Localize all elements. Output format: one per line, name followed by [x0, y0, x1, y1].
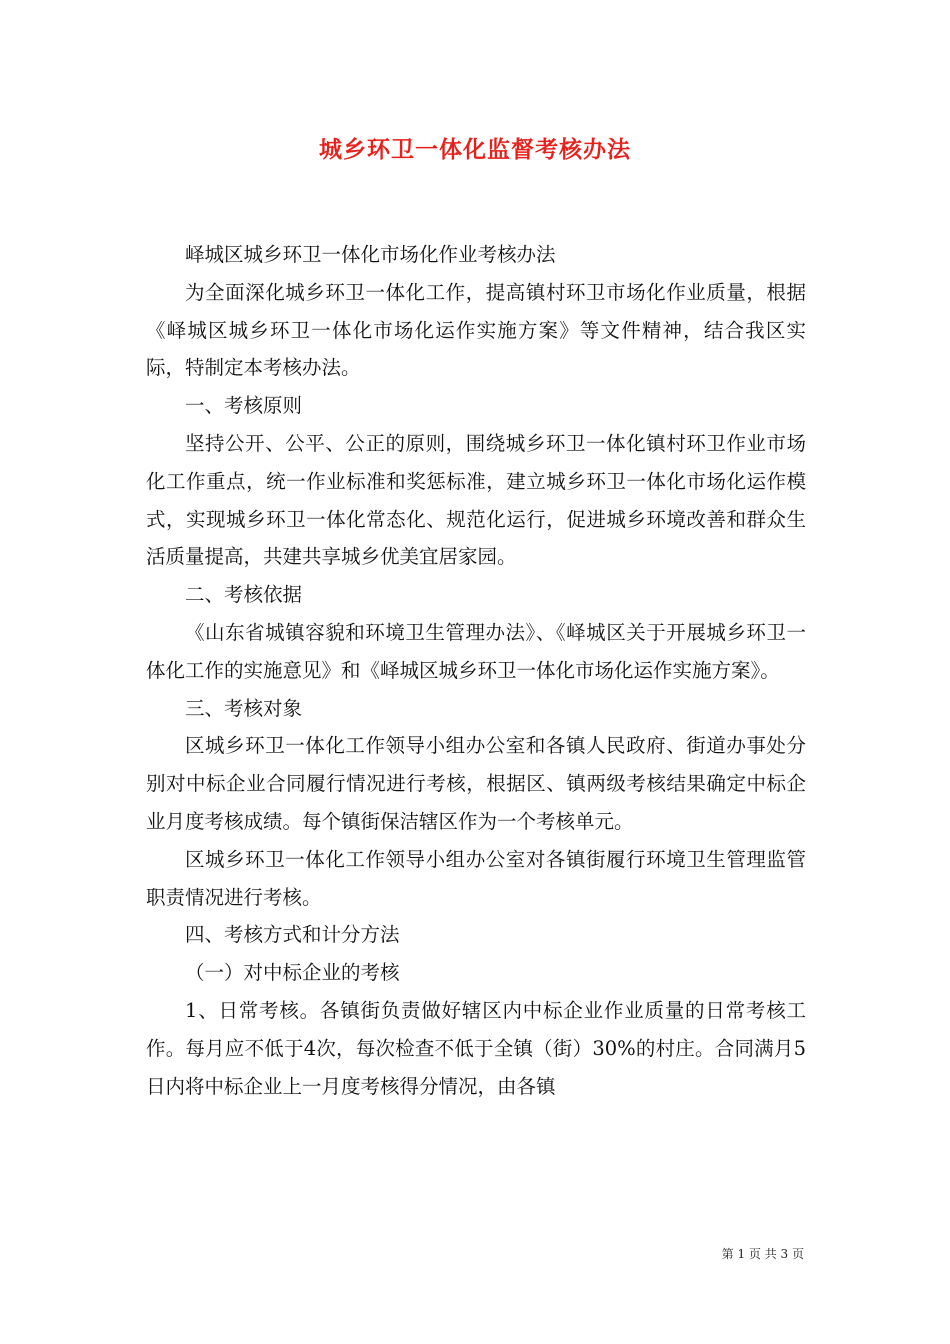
section-heading-principles: 一、考核原则: [185, 394, 303, 418]
section-heading-basis: 二、考核依据: [185, 583, 303, 607]
intro-paragraph: 为全面深化城乡环卫一体化工作，提高镇村环卫市场化作业质量，根据《峄城区城乡环卫一体化市场化运作实施方案》等文件精神，结合我区实际，特制定本考核办法。: [146, 280, 806, 380]
principles-paragraph: 坚持公开、公平、公正的原则，围绕城乡环卫一体化镇村环卫作业市场化工作重点，统一作业标准和奖惩标准，建立城乡环卫一体化市场化运作模式，实现城乡环卫一体化常态化、规范化运行，促进城乡环境改善和群众生活质量提高，共建共享城乡优美宜居家园。: [146, 431, 806, 569]
targets-paragraph-2: 区城乡环卫一体化工作领导小组办公室对各镇街履行环境卫生管理监管职责情况进行考核。: [146, 847, 806, 909]
section-heading-methods: 四、考核方式和计分方法: [185, 923, 400, 947]
page-title: 城乡环卫一体化监督考核办法: [319, 136, 631, 163]
basis-paragraph: 《山东省城镇容貌和环境卫生管理办法》、《峄城区关于开展城乡环卫一体化工作的实施意见》和《峄城区城乡环卫一体化市场化运作实施方案》。: [146, 620, 806, 682]
document-body: [146, 236, 806, 1105]
daily-assessment-paragraph: 1、日常考核。各镇街负责做好辖区内中标企业作业质量的日常考核工作。每月应不低于4次，每次检查不低于全镇（街）30%的村庄。合同满月5日内将中标企业上一月度考核得分情况，由各镇: [146, 998, 806, 1098]
targets-paragraph: 区城乡环卫一体化工作领导小组办公室和各镇人民政府、街道办事处分别对中标企业合同履行情况进行考核，根据区、镇两级考核结果确定中标企业月度考核成绩。每个镇街保洁辖区作为一个考核单元。: [146, 734, 806, 833]
page-number: 第 1 页 共 3 页: [721, 1247, 804, 1261]
subtitle-paragraph: 峄城区城乡环卫一体化市场化作业考核办法: [185, 243, 556, 266]
subsection-heading-enterprise: （一）对中标企业的考核: [185, 961, 400, 985]
section-heading-targets: 三、考核对象: [185, 696, 303, 720]
